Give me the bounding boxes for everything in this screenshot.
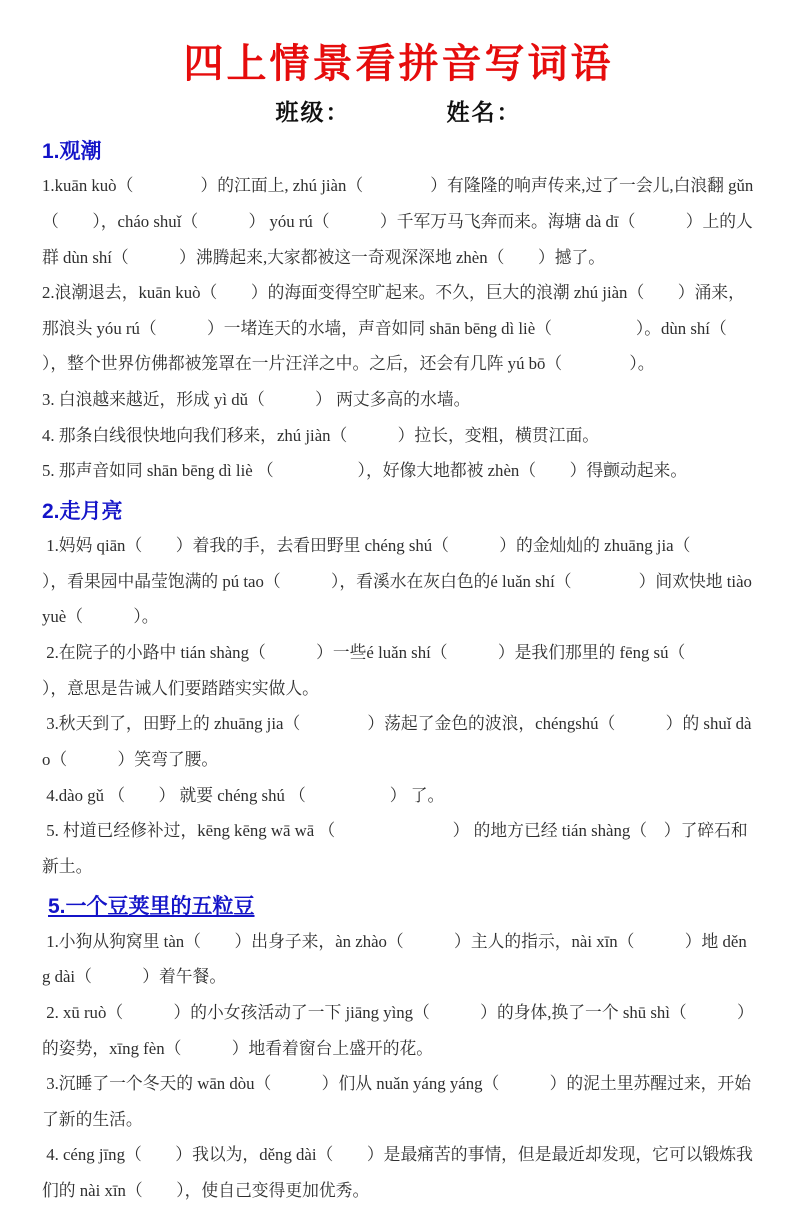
exercise-item: 3.秋天到了，田野上的 zhuāng jia（ ）荡起了金色的波浪，chéngshú（ ）的 shuǐ dào（ ）笑弯了腰。 <box>42 714 752 769</box>
class-name-line <box>42 94 755 127</box>
exercise-item: 2.在院子的小路中 tián shàng（ ）一些é luǎn shí（ ）是我们那里的 fēng sú（ ），意思是告诫人们要踏踏实实做人。 <box>42 643 753 698</box>
name-label: 姓名： <box>446 100 522 125</box>
exercise-item: 3. 白浪越来越近，形成 yì dǔ（ ） 两丈多高的水墙。 <box>42 390 471 410</box>
section-heading-guanchao: 1.观潮 <box>42 140 102 163</box>
exercise-item: 2. xū ruò（ ）的小女孩活动了一下 jiāng yìng（ ）的身体,换了一个 shū shì（ ）的姿势，xīng fèn（ ）地看着窗台上盛开的花。 <box>42 1002 754 1058</box>
exercise-item: 1.妈妈 qiān（ ）着我的手，去看田野里 chéng shú（ ）的金灿灿的 zhuāng jia（ ），看果园中晶莹饱满的 pú tao（ ），看溪水在灰白色的é luǎn shí（ ）间欢快地 tiào yuè（ ）。 <box>42 536 757 627</box>
exercise-item: 5. 那声音如同 shān bēng dì liè （ ），好像大地都被 zhèn（ ）得颤动起来。 <box>42 461 688 481</box>
exercise-item: 1.kuān kuò（ ）的江面上, zhú jiàn（ ）有隆隆的响声传来,过了一会儿,白浪翻 gǔn（ ），cháo shuǐ（ ） yóu rú（ ）千军万马飞奔而来。海塘 dà dī（ ）上的人群 dùn shí（ ）沸腾起来,大家都被这一奇观深深地 zhèn（ ）撼了。 <box>42 176 754 267</box>
section-heading-zouyueliang: 2.走月亮 <box>42 499 123 523</box>
section-zouyueliang <box>42 497 755 884</box>
class-label: 班级： <box>275 100 351 125</box>
exercise-item: 4.dào gǔ （ ） 就要 chéng shú （ ） 了。 <box>42 785 445 805</box>
page-title: 四上情景看拼音写词语 <box>183 41 614 86</box>
section-heading-wulidou: 5.一个豆荚里的五粒豆 <box>48 895 255 919</box>
exercise-item: 1.小狗从狗窝里 tàn（ ）出身子来，àn zhào（ ）主人的指示，nài xīn（ ）地 děng dài（ ）着午餐。 <box>42 931 747 987</box>
exercise-item: 3.沉睡了一个冬天的 wān dòu（ ）们从 nuǎn yáng yáng（ ）的泥土里苏醒过来，开始了新的生活。 <box>42 1074 751 1129</box>
section-guanchao <box>42 137 761 489</box>
exercise-item: 4. 那条白线很快地向我们移来，zhú jiàn（ ）拉长，变粗，横贯江面。 <box>42 425 600 445</box>
exercise-item: 5. 村道已经修补过，kēng kēng wā wā （ ） 的地方已经 tián shàng（ ）了碎石和新土。 <box>42 821 748 876</box>
section-wulidou <box>42 892 755 1208</box>
exercise-item: 4. céng jīng（ ）我以为，děng dài（ ）是最痛苦的事情，但是最近却发现，它可以锻炼我们的 nài xīn（ ），使自己变得更加优秀。 <box>42 1145 753 1201</box>
exercise-item: 2.浪潮退去，kuān kuò（ ）的海面变得空旷起来。不久，巨大的浪潮 zhú jiàn（ ）涌来，那浪头 yóu rú（ ）一堵连天的水墙，声音如同 shān bēng dì liè（ ）。dùn shí（ ），整个世界仿佛都被笼罩在一片汪洋之中。之后，还会有几阵 yú bō（ ）。 <box>42 283 761 374</box>
